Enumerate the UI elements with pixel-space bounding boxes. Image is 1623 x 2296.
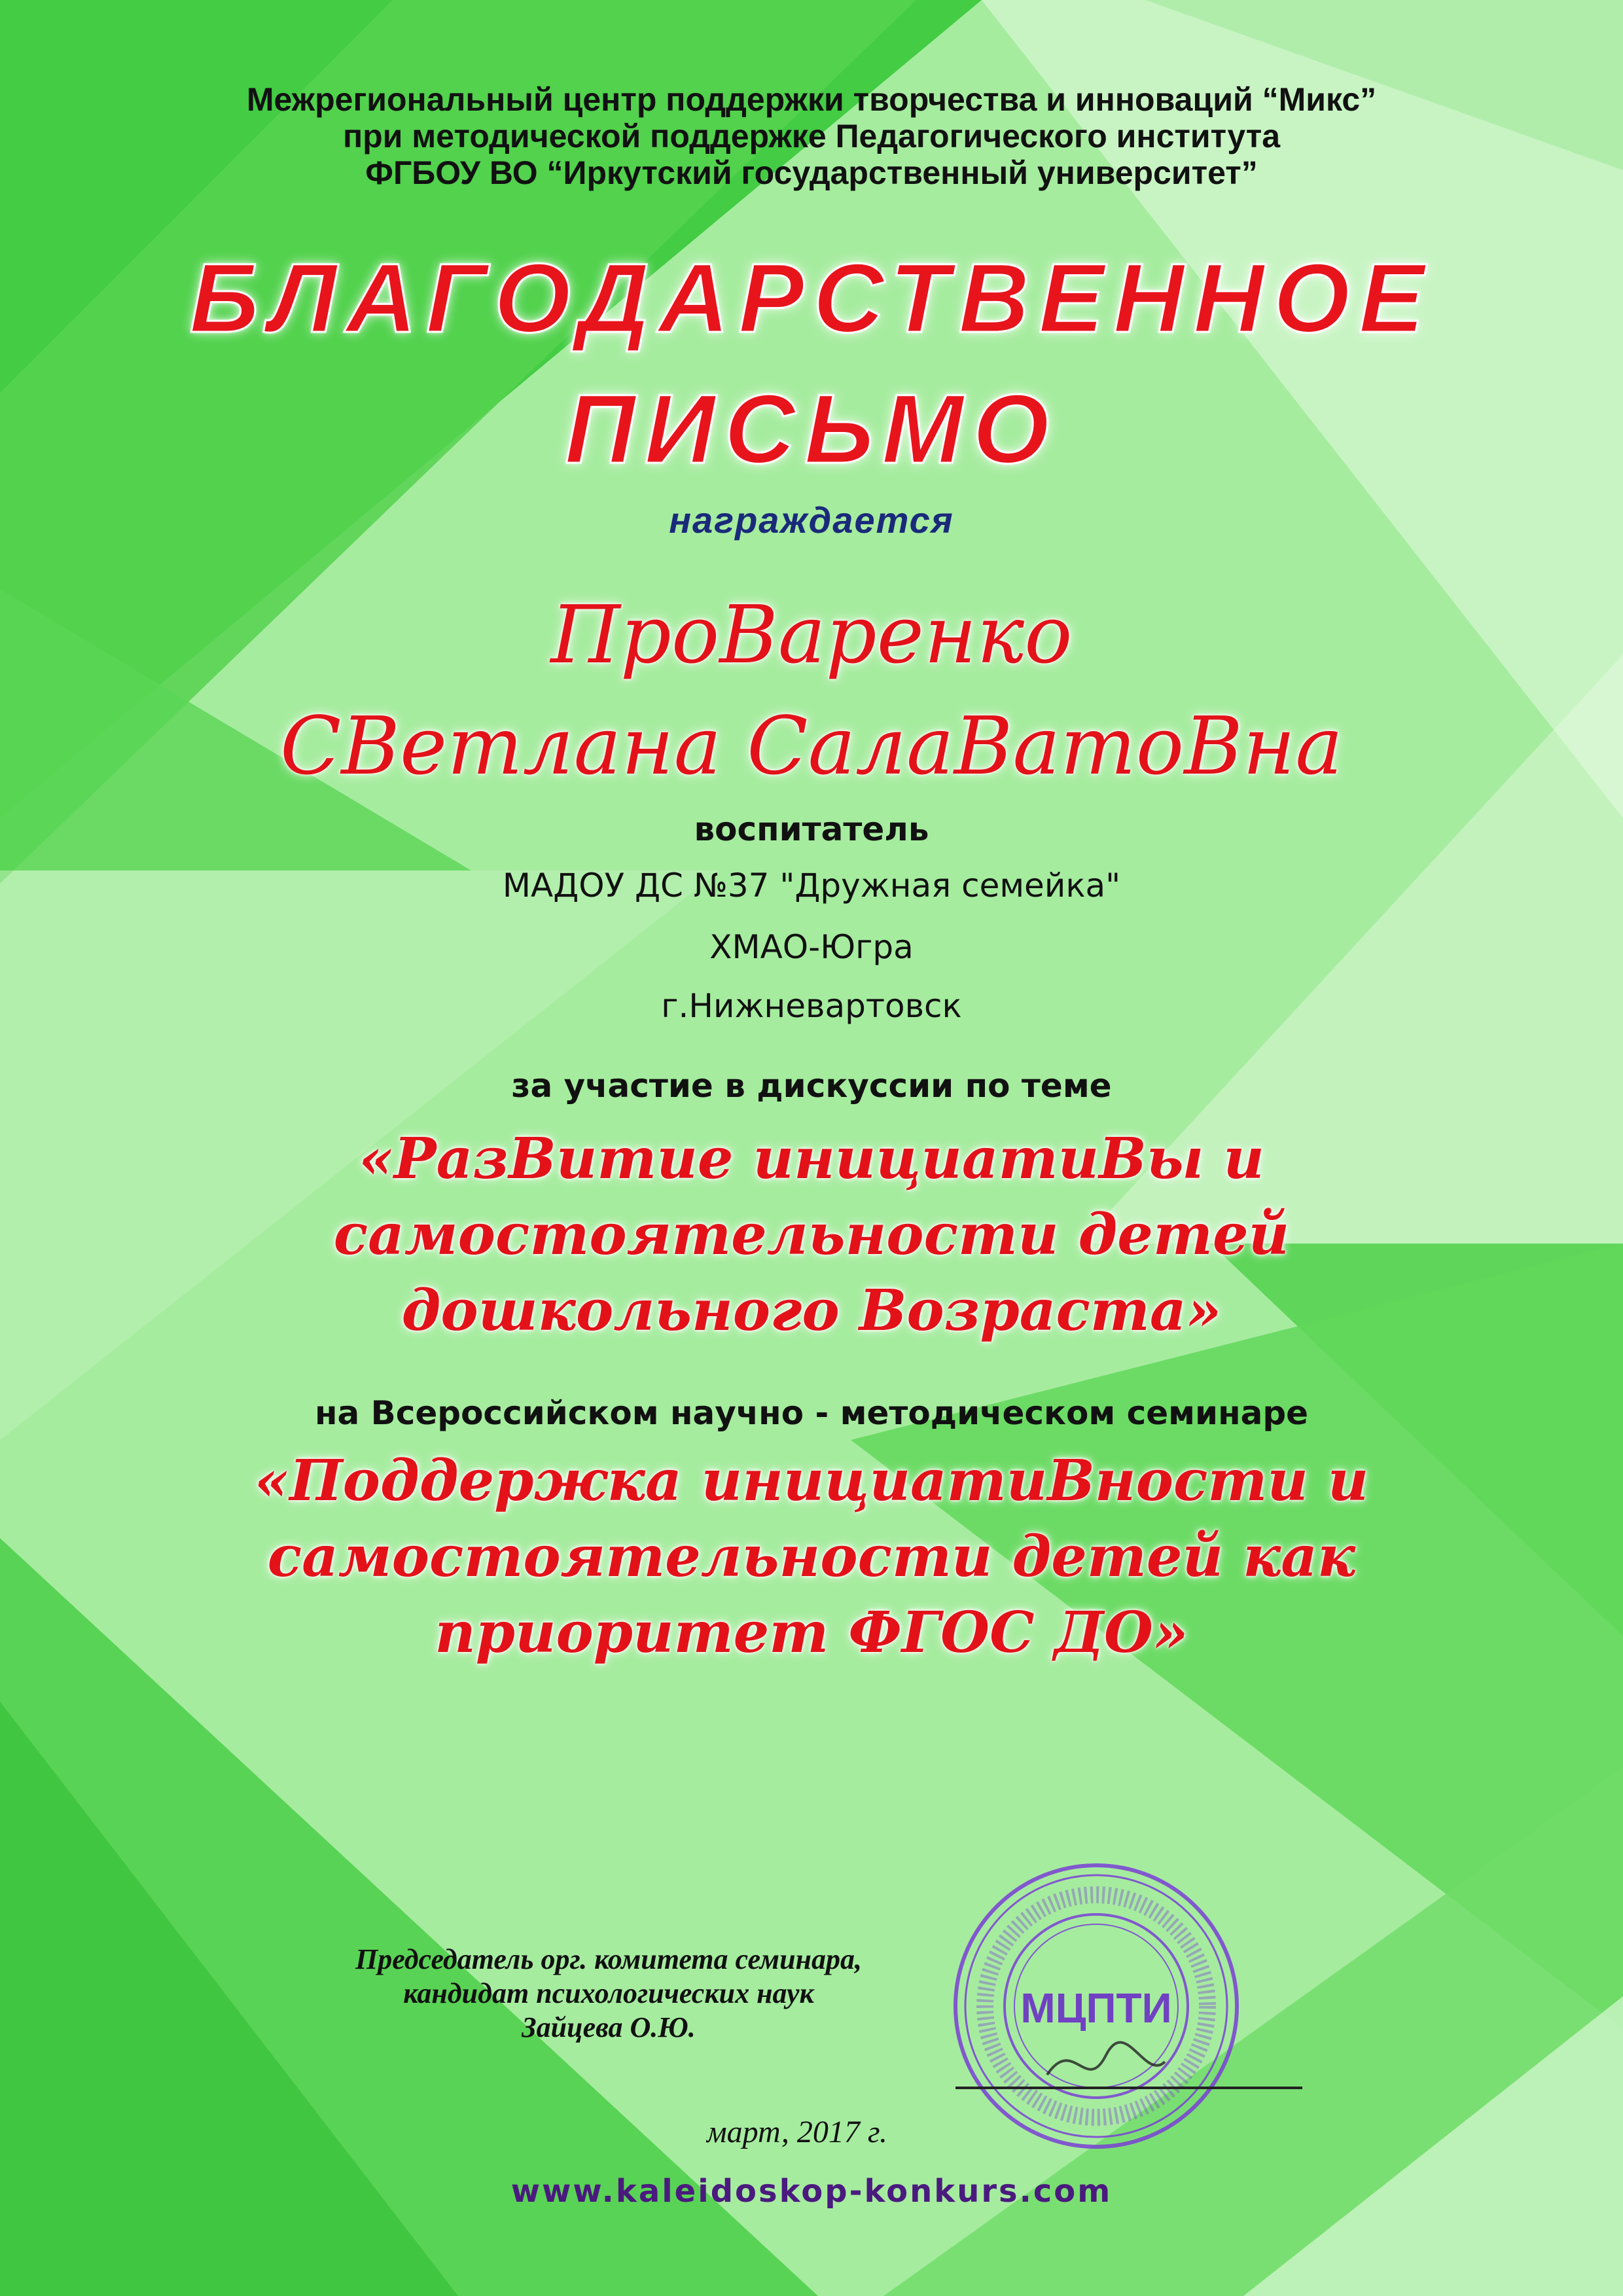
seminar-title-line-1: «Поддержка инициатиВности и xyxy=(254,1448,1369,1514)
topic-line-2: самостоятельности детей xyxy=(333,1202,1290,1268)
topic-line-3: дошкольного Возраста» xyxy=(401,1278,1222,1344)
document-title-line-2: ПИСЬМО xyxy=(565,374,1058,484)
seminar-title-line-2: самостоятельности детей как xyxy=(267,1524,1356,1590)
document-title-line-1: БЛАГОДАРСТВЕННОЕ xyxy=(189,243,1434,353)
recipient-surname: ПроВаренко xyxy=(550,588,1073,681)
issue-date: март, 2017 г. xyxy=(707,2115,887,2149)
organizer-line-3: ФГБОУ ВО “Иркутский государственный университет” xyxy=(365,154,1258,191)
recipient-region: ХМАО-Югра xyxy=(709,928,914,966)
recipient-given-names: СВетлана СалаВатоВна xyxy=(280,700,1343,793)
seminar-title-line-3: приоритет ФГОС ДО» xyxy=(435,1600,1188,1666)
signatory-degree: кандидат психологических наук xyxy=(403,1977,814,2009)
recipient-city: г.Нижневартовск xyxy=(661,987,962,1025)
topic-line-1: «РазВитие инициатиВы и xyxy=(359,1126,1264,1192)
signatory-name: Зайцева О.Ю. xyxy=(522,2011,696,2043)
organizer-line-2: при методической поддержке Педагогического института xyxy=(342,118,1281,154)
recipient-institution: МАДОУ ДС №37 "Дружная семейка" xyxy=(502,867,1121,905)
seminar-label: на Всероссийском научно - методическом семинаре xyxy=(314,1394,1309,1432)
signature-line xyxy=(955,2087,1302,2089)
organization-stamp xyxy=(949,1859,1243,2153)
organizer-line-1: Межрегиональный центр поддержки творчества и инноваций “Микс” xyxy=(246,81,1377,118)
participation-label: за участие в дискуссии по теме xyxy=(511,1067,1112,1105)
awarded-label: награждается xyxy=(669,499,954,541)
stamp-center-text: МЦПТИ xyxy=(1020,1984,1172,2032)
signatory-title: Председатель орг. комитета семинара, xyxy=(355,1943,862,1975)
recipient-position: воспитатель xyxy=(694,810,929,848)
website-link[interactable]: www.kaleidoskop-konkurs.com xyxy=(510,2173,1113,2210)
